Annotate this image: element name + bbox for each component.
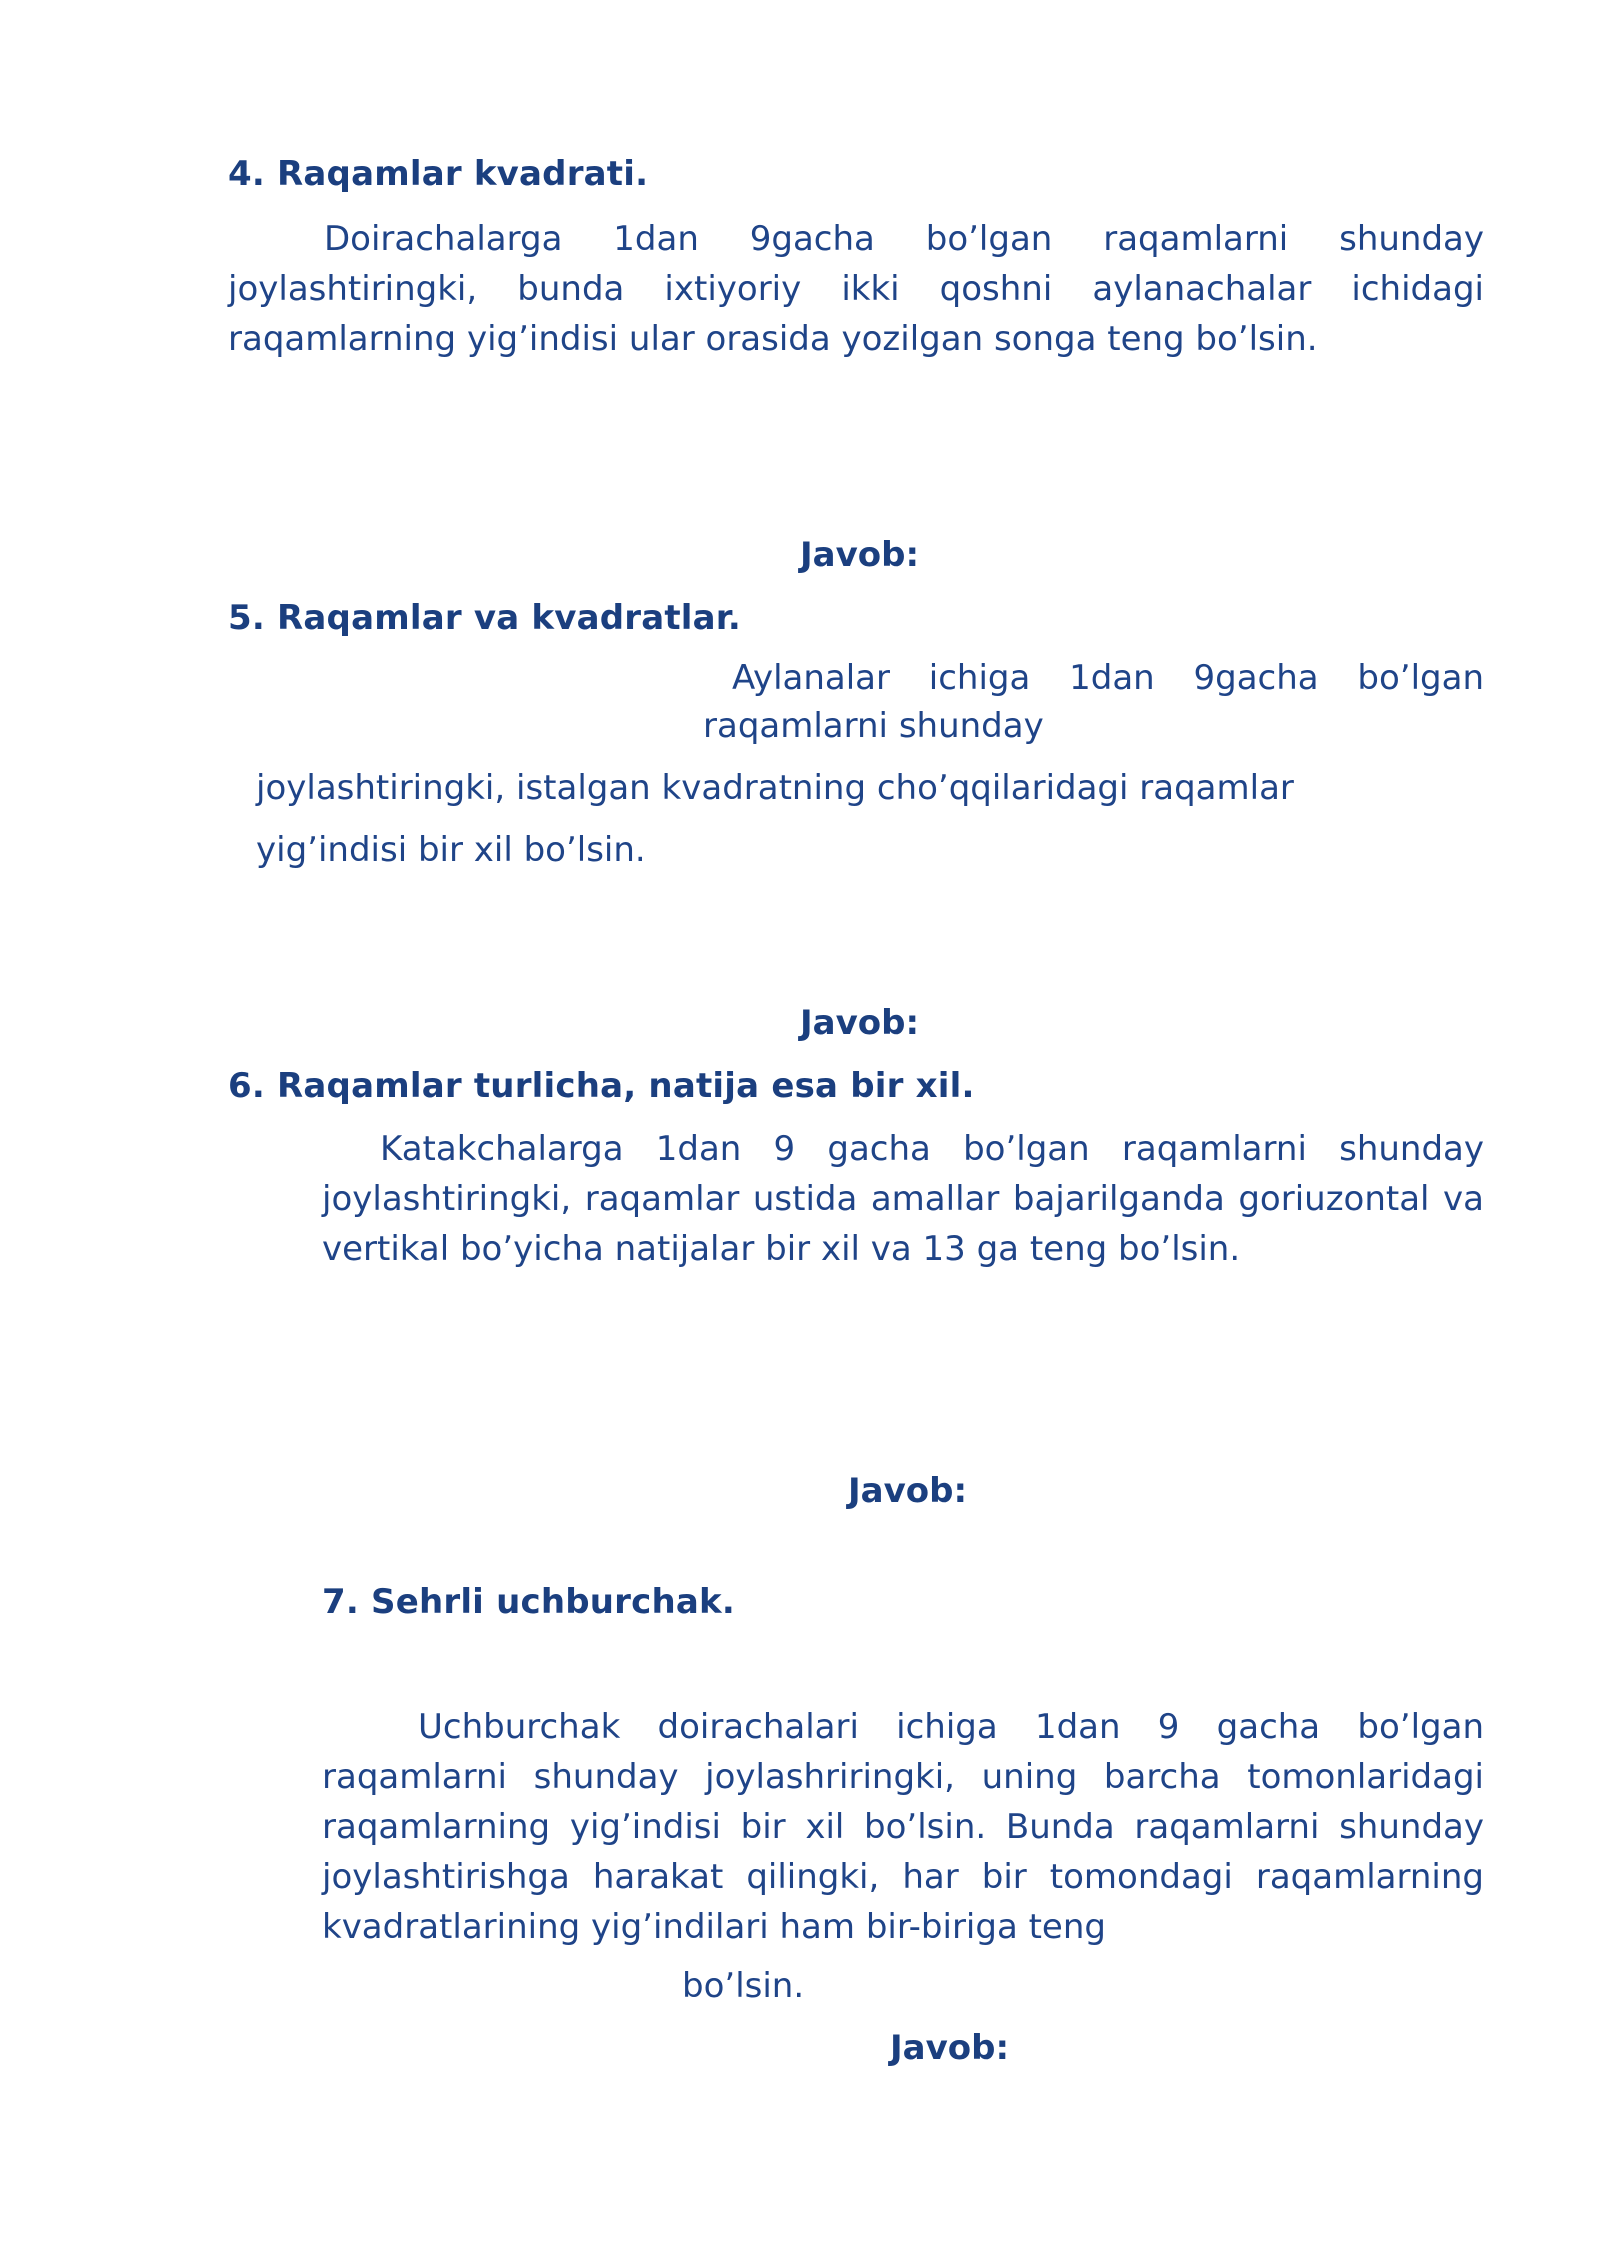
section-5-text-line-2: raqamlarni shunday: [703, 706, 1044, 746]
section-4-answer-label: Javob:: [800, 535, 920, 575]
section-7-text: Uchburchak doirachalari ichiga 1dan 9 gacha bo’lgan raqamlarni shunday joylashriringki, uning barcha tomonlaridagi raqamlarning yig’indisi bir xil bo’lsin. Bunda raqamlarni shunday joylashtirishga harakat qilingki, har bir tomondagi raqamlarning kvadratlarining yig’indilari ham bir-biriga teng: [322, 1707, 1484, 1947]
section-5-text-line-4: yig’indisi bir xil bo’lsin.: [256, 830, 646, 870]
section-6-heading: 6. Raqamlar turlicha, natija esa bir xil.: [228, 1066, 975, 1106]
section-5-text-line-3: joylashtiringki, istalgan kvadratning cho’qqilaridagi raqamlar: [256, 768, 1294, 808]
section-6-answer-label: Javob:: [848, 1471, 968, 1511]
section-7-heading: 7. Sehrli uchburchak.: [322, 1582, 735, 1622]
section-7-text-tail: bo’lsin.: [682, 1966, 805, 2006]
section-5-text-line-1: Aylanalar ichiga 1dan 9gacha bo’lgan: [732, 658, 1484, 698]
section-4-heading: 4. Raqamlar kvadrati.: [228, 154, 649, 194]
section-6-text: Katakchalarga 1dan 9 gacha bo’lgan raqamlarni shunday joylashtiringki, raqamlar ustida amallar bajarilganda goriuzontal va vertikal bo’yicha natijalar bir xil va 13 ga teng bo’lsin.: [322, 1129, 1484, 1269]
section-7-answer-label: Javob:: [890, 2028, 1010, 2068]
section-5-answer-label: Javob:: [800, 1003, 920, 1043]
section-4-text: Doirachalarga 1dan 9gacha bo’lgan raqamlarni shunday joylashtiringki, bunda ixtiyoriy ikki qoshni aylanachalar ichidagi raqamlarning yig’indisi ular orasida yozilgan songa teng bo’lsin.: [228, 219, 1484, 359]
section-5-heading: 5. Raqamlar va kvadratlar.: [228, 598, 742, 638]
